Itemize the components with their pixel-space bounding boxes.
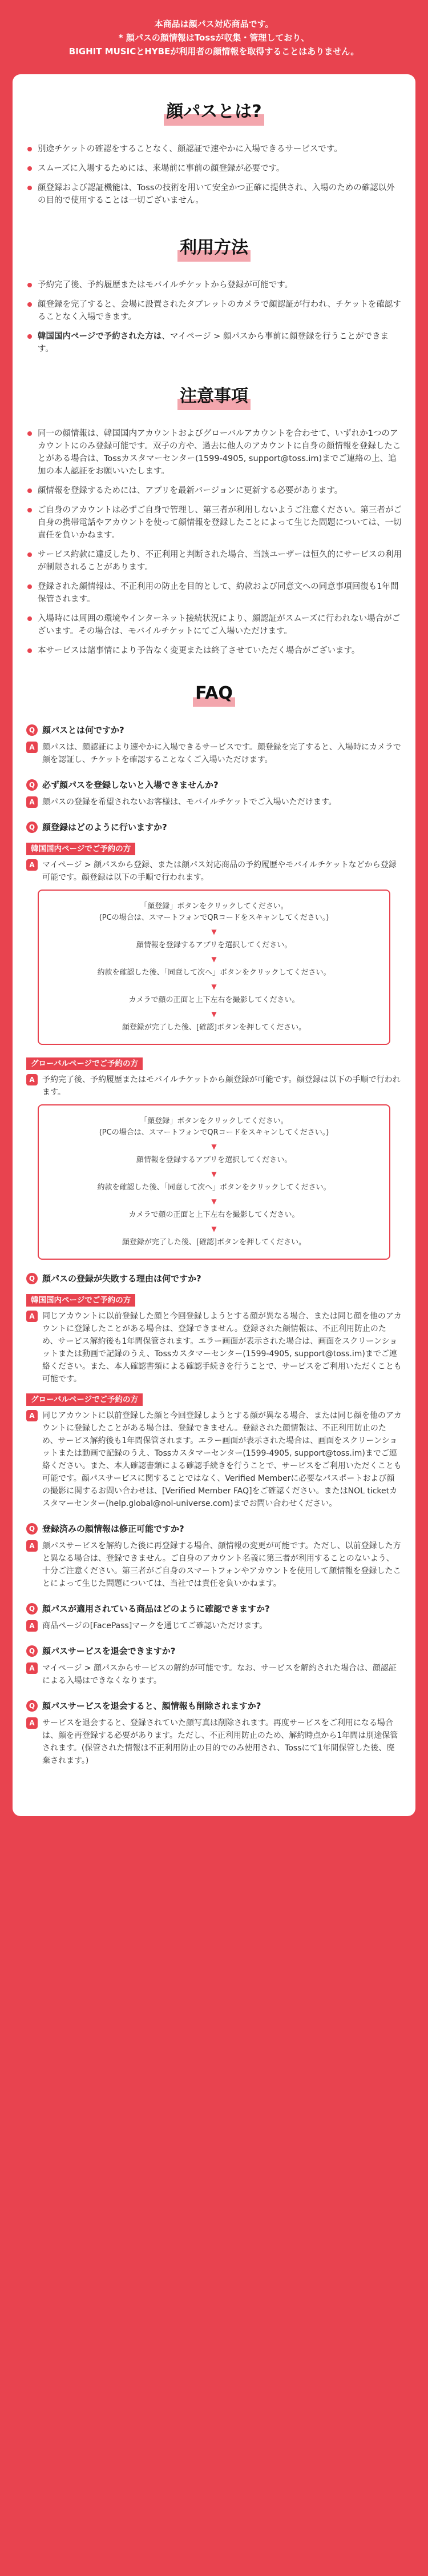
faq-answer: マイページ > 顔パスから登録、または顔パス対応商品の予約履歴やモバイルチケットなどから登録可能です。顔登録は以下の手順で行われます。 [42, 860, 397, 882]
list-item: 顔情報を登録するためには、アプリを最新バージョンに更新する必要があります。 [26, 484, 402, 497]
arrow-down-icon: ▼ [211, 983, 217, 991]
answer-icon: A [26, 1620, 38, 1632]
tag-global-page: グローバルページでご予約の方 [26, 1393, 143, 1406]
list-item: 予約完了後、予約履歴またはモバイルチケットから登録が可能です。 [26, 279, 402, 291]
faq-answer: 顔パスサービスを解約した後に再登録する場合、顔情報の変更が可能です。ただし、以前登録した方と異なる場合は、登録できません。ご自身のアカウント名義に第三者が利用することのないよう、十分ご注意ください。第三者がご自身のスマートフォンやアカウントを使用して顔情報を登録したことによって生じた問題については、当社では責任を負いかねます。 [42, 1541, 401, 1588]
question-icon: Q [26, 1645, 38, 1657]
question-icon: Q [26, 1700, 38, 1712]
notice-line-3: BIGHIT MUSICとHYBEが利用者の顔情報を取得することはありません。 [68, 46, 360, 57]
faq-question: 登録済みの顔情報は修正可能ですか? [42, 1524, 184, 1534]
question-icon: Q [26, 1273, 38, 1284]
howto-list [26, 279, 402, 355]
answer-icon: A [26, 742, 38, 753]
answer-icon: A [26, 1662, 38, 1674]
faq-question: 顔パスサービスを退会できますか? [42, 1646, 176, 1656]
faq-answer: 同じアカウントに以前登録した顔と今回登録しようとする顔が異なる場合、または同じ顔を他のアカウントに登録したことがある場合は、登録できません。登録された顔情報は、不正利用防止のため、サービス解約後も1年間保管されます。エラー画面が表示された場合は、画面をスクリーンショットまたは動画で記録のうえ、Tossカスタマーセンター(1599-4905, support@toss.im)までご連絡ください。また、本人確認書類による確認手続きを行うことで、サービスをご利用いただくことも可能です。顔パスサービスに関することではなく、Verified Memberに必要なパスポートおよび顔の撮影に関するお問い合わせは、[Verified Member FAQ]をご確認ください。またはNOL ticketカスタマーセンター(help.global@nol-universe.com)までお問い合わせください。 [42, 1411, 402, 1508]
question-icon: Q [26, 1523, 38, 1535]
step-text: (PCの場合は、スマートフォンでQRコードをスキャンしてください。) [99, 914, 329, 922]
notice-line-1: 本商品は顔パス対応商品です。 [154, 19, 274, 29]
faq-answer: 同じアカウントに以前登録した顔と今回登録しようとする顔が異なる場合、または同じ顔を他のアカウントに登録したことがある場合は、登録できません。登録された顔情報は、不正利用防止のため、サービス解約後も1年間保管されます。エラー画面が表示された場合は、画面をスクリーンショットまたは動画で記録のうえ、Tossカスタマーセンター(1599-4905, support@toss.im)までご連絡ください。また、本人確認書類による確認手続きを行うことで、サービスをご利用いただくことも可能です。 [42, 1312, 402, 1384]
section-what [26, 97, 402, 207]
section-title-what: 顔パスとは? [164, 97, 264, 126]
registration-steps-box [38, 1104, 390, 1260]
list-item: 登録された顔情報は、不正利用の防止を目的として、約款および同意文への同意事項回復も1年間保管されます。 [26, 580, 402, 606]
emphasis-text: 韓国国内ページで予約された方は [38, 332, 162, 341]
list-item: 顔登録を完了すると、会場に設置されたタブレットのカメラで顔認証が行われ、チケットを確認することなく入場できます。 [26, 298, 402, 323]
step-text: 「顔登録」ボタンをクリックしてください。 [140, 902, 288, 911]
faq-question: 顔パスサービスを退会すると、顔情報も削除されますか? [42, 1701, 261, 1711]
faq-item-failure [26, 1272, 402, 1510]
faq-question: 顔登録はどのように行いますか? [42, 822, 167, 832]
faq-question: 顔パスの登録が失敗する理由は何ですか? [42, 1273, 201, 1284]
step-text: カメラで顔の正面と上下左右を撮影してください。 [128, 1211, 300, 1219]
faq-question: 顔パスが適用されている商品はどのように確認できますか? [42, 1604, 270, 1614]
question-icon: Q [26, 822, 38, 833]
tag-global-page: グローバルページでご予約の方 [26, 1057, 143, 1070]
question-icon: Q [26, 1603, 38, 1614]
section-faq [26, 683, 402, 1767]
faq-item [26, 779, 402, 808]
list-item: サービス約款に違反したり、不正利用と判断された場合、当該ユーザーは恒久的にサービスの利用が制限されることがあります。 [26, 548, 402, 574]
faq-question: 顔パスとは何ですか? [42, 725, 124, 735]
question-icon: Q [26, 724, 38, 736]
faq-answer: 顔パスの登録を希望されないお客様は、モバイルチケットでご入場いただけます。 [42, 798, 337, 807]
faq-answer: 顔パスは、顔認証により速やかに入場できるサービスです。顔登録を完了すると、入場時にカメラで顔を認証し、チケットを確認することなくご入場いただけます。 [42, 743, 401, 764]
step-text: 顔情報を登録するアプリを選択してください。 [136, 1156, 292, 1164]
arrow-down-icon: ▼ [211, 1143, 217, 1151]
registration-steps-box [38, 890, 390, 1045]
step-text: (PCの場合は、スマートフォンでQRコードをスキャンしてください。) [99, 1128, 329, 1137]
notice-line-2: * 顔パスの顔情報はTossが収集・管理しており、 [118, 33, 310, 43]
arrow-down-icon: ▼ [211, 955, 217, 963]
answer-icon: A [26, 1717, 38, 1729]
step-text: 顔情報を登録するアプリを選択してください。 [136, 941, 292, 950]
answer-icon: A [26, 1311, 38, 1322]
faq-question: 必ず顔パスを登録しないと入場できませんか? [42, 780, 219, 790]
faq-item [26, 1523, 402, 1590]
arrow-down-icon: ▼ [211, 1010, 217, 1018]
faq-answer: 予約完了後、予約履歴またはモバイルチケットから顔登録が可能です。顔登録は以下の手順で行われます。 [42, 1075, 401, 1097]
list-item: 別途チケットの確認をすることなく、顔認証で速やかに入場できるサービスです。 [26, 143, 402, 155]
step-text: 顔登録が完了した後、[確認]ボタンを押してください。 [122, 1023, 306, 1032]
section-title-faq: FAQ [193, 683, 235, 707]
faq-item [26, 724, 402, 766]
answer-icon: A [26, 859, 38, 871]
faq-answer: サービスを退会すると、登録されていた顔写真は削除されます。再度サービスをご利用になる場合は、顔を再登録する必要があります。ただし、不正利用防止のため、解約時点から1年間は別途保管されます。(保管された情報は不正利用防止の目的でのみ使用され、Tossにて1年間保管した後、廃棄されます。) [42, 1718, 398, 1765]
arrow-down-icon: ▼ [211, 928, 217, 936]
tag-korea-page: 韓国国内ページでご予約の方 [26, 843, 135, 855]
faq-answer: 商品ページの[FacePass]マークを通じてご確認いただけます。 [42, 1621, 268, 1630]
arrow-down-icon: ▼ [211, 1197, 217, 1205]
list-item: ご自身のアカウントは必ずご自身で管理し、第三者が利用しないようご注意ください。第三者がご自身の携帯電話やアカウントを使って顔情報を登録したことによって生じた問題については、一切責任を負いかねます。 [26, 504, 402, 542]
list-item: 顔登録および認証機能は、Tossの技術を用いて安全かつ正確に提供され、入場のための確認以外の目的で使用することは一切ございません。 [26, 182, 402, 207]
list-item: 同一の顔情報は、韓国国内アカウントおよびグローバルアカウントを合わせて、いずれか1つのアカウントにのみ登録可能です。双子の方や、過去に他人のアカウントに自身の顔情報を登録したことがある場合は、Tossカスタマーセンター(1599-4905, support@toss.im)までご連絡の上、追加の本人認証をお願いいたします。 [26, 427, 402, 478]
faq-answer: マイページ > 顔パスからサービスの解約が可能です。なお、サービスを解約された場合は、顔認証による入場はできなくなります。 [42, 1664, 397, 1685]
answer-icon: A [26, 1540, 38, 1552]
answer-icon: A [26, 1410, 38, 1421]
list-item: 本サービスは諸事情により予告なく変更または終了させていただく場合がございます。 [26, 644, 402, 657]
step-text: 顔登録が完了した後、[確認]ボタンを押してください。 [122, 1238, 306, 1247]
answer-icon: A [26, 1074, 38, 1085]
section-title-caution: 注意事項 [177, 382, 251, 410]
caution-list [26, 427, 402, 657]
section-howto [26, 233, 402, 355]
what-list [26, 143, 402, 207]
section-title-howto: 利用方法 [177, 233, 251, 262]
faq-item [26, 1645, 402, 1687]
faq-item [26, 1700, 402, 1767]
step-text: 約款を確認した後、「同意して次へ」ボタンをクリックしてください。 [97, 968, 331, 977]
section-caution [26, 382, 402, 657]
top-notice [13, 17, 415, 58]
answer-icon: A [26, 796, 38, 808]
list-item: 入場時には周囲の環境やインターネット接続状況により、顔認証がスムーズに行われない場合がございます。その場合は、モバイルチケットにてご入場いただけます。 [26, 612, 402, 638]
question-icon: Q [26, 779, 38, 791]
list-item: スムーズに入場するためには、来場前に事前の顔登録が必要です。 [26, 162, 402, 175]
step-text: カメラで顔の正面と上下左右を撮影してください。 [128, 996, 300, 1004]
arrow-down-icon: ▼ [211, 1225, 217, 1233]
faq-item [26, 1603, 402, 1632]
step-text: 「顔登録」ボタンをクリックしてください。 [140, 1117, 288, 1125]
tag-korea-page: 韓国国内ページでご予約の方 [26, 1294, 135, 1307]
faq-item-registration [26, 821, 402, 1260]
arrow-down-icon: ▼ [211, 1170, 217, 1178]
content-card [13, 74, 415, 1816]
list-item: 韓国国内ページで予約された方は、マイページ > 顔パスから事前に顔登録を行うことができます。 [26, 330, 402, 355]
step-text: 約款を確認した後、「同意して次へ」ボタンをクリックしてください。 [97, 1183, 331, 1192]
